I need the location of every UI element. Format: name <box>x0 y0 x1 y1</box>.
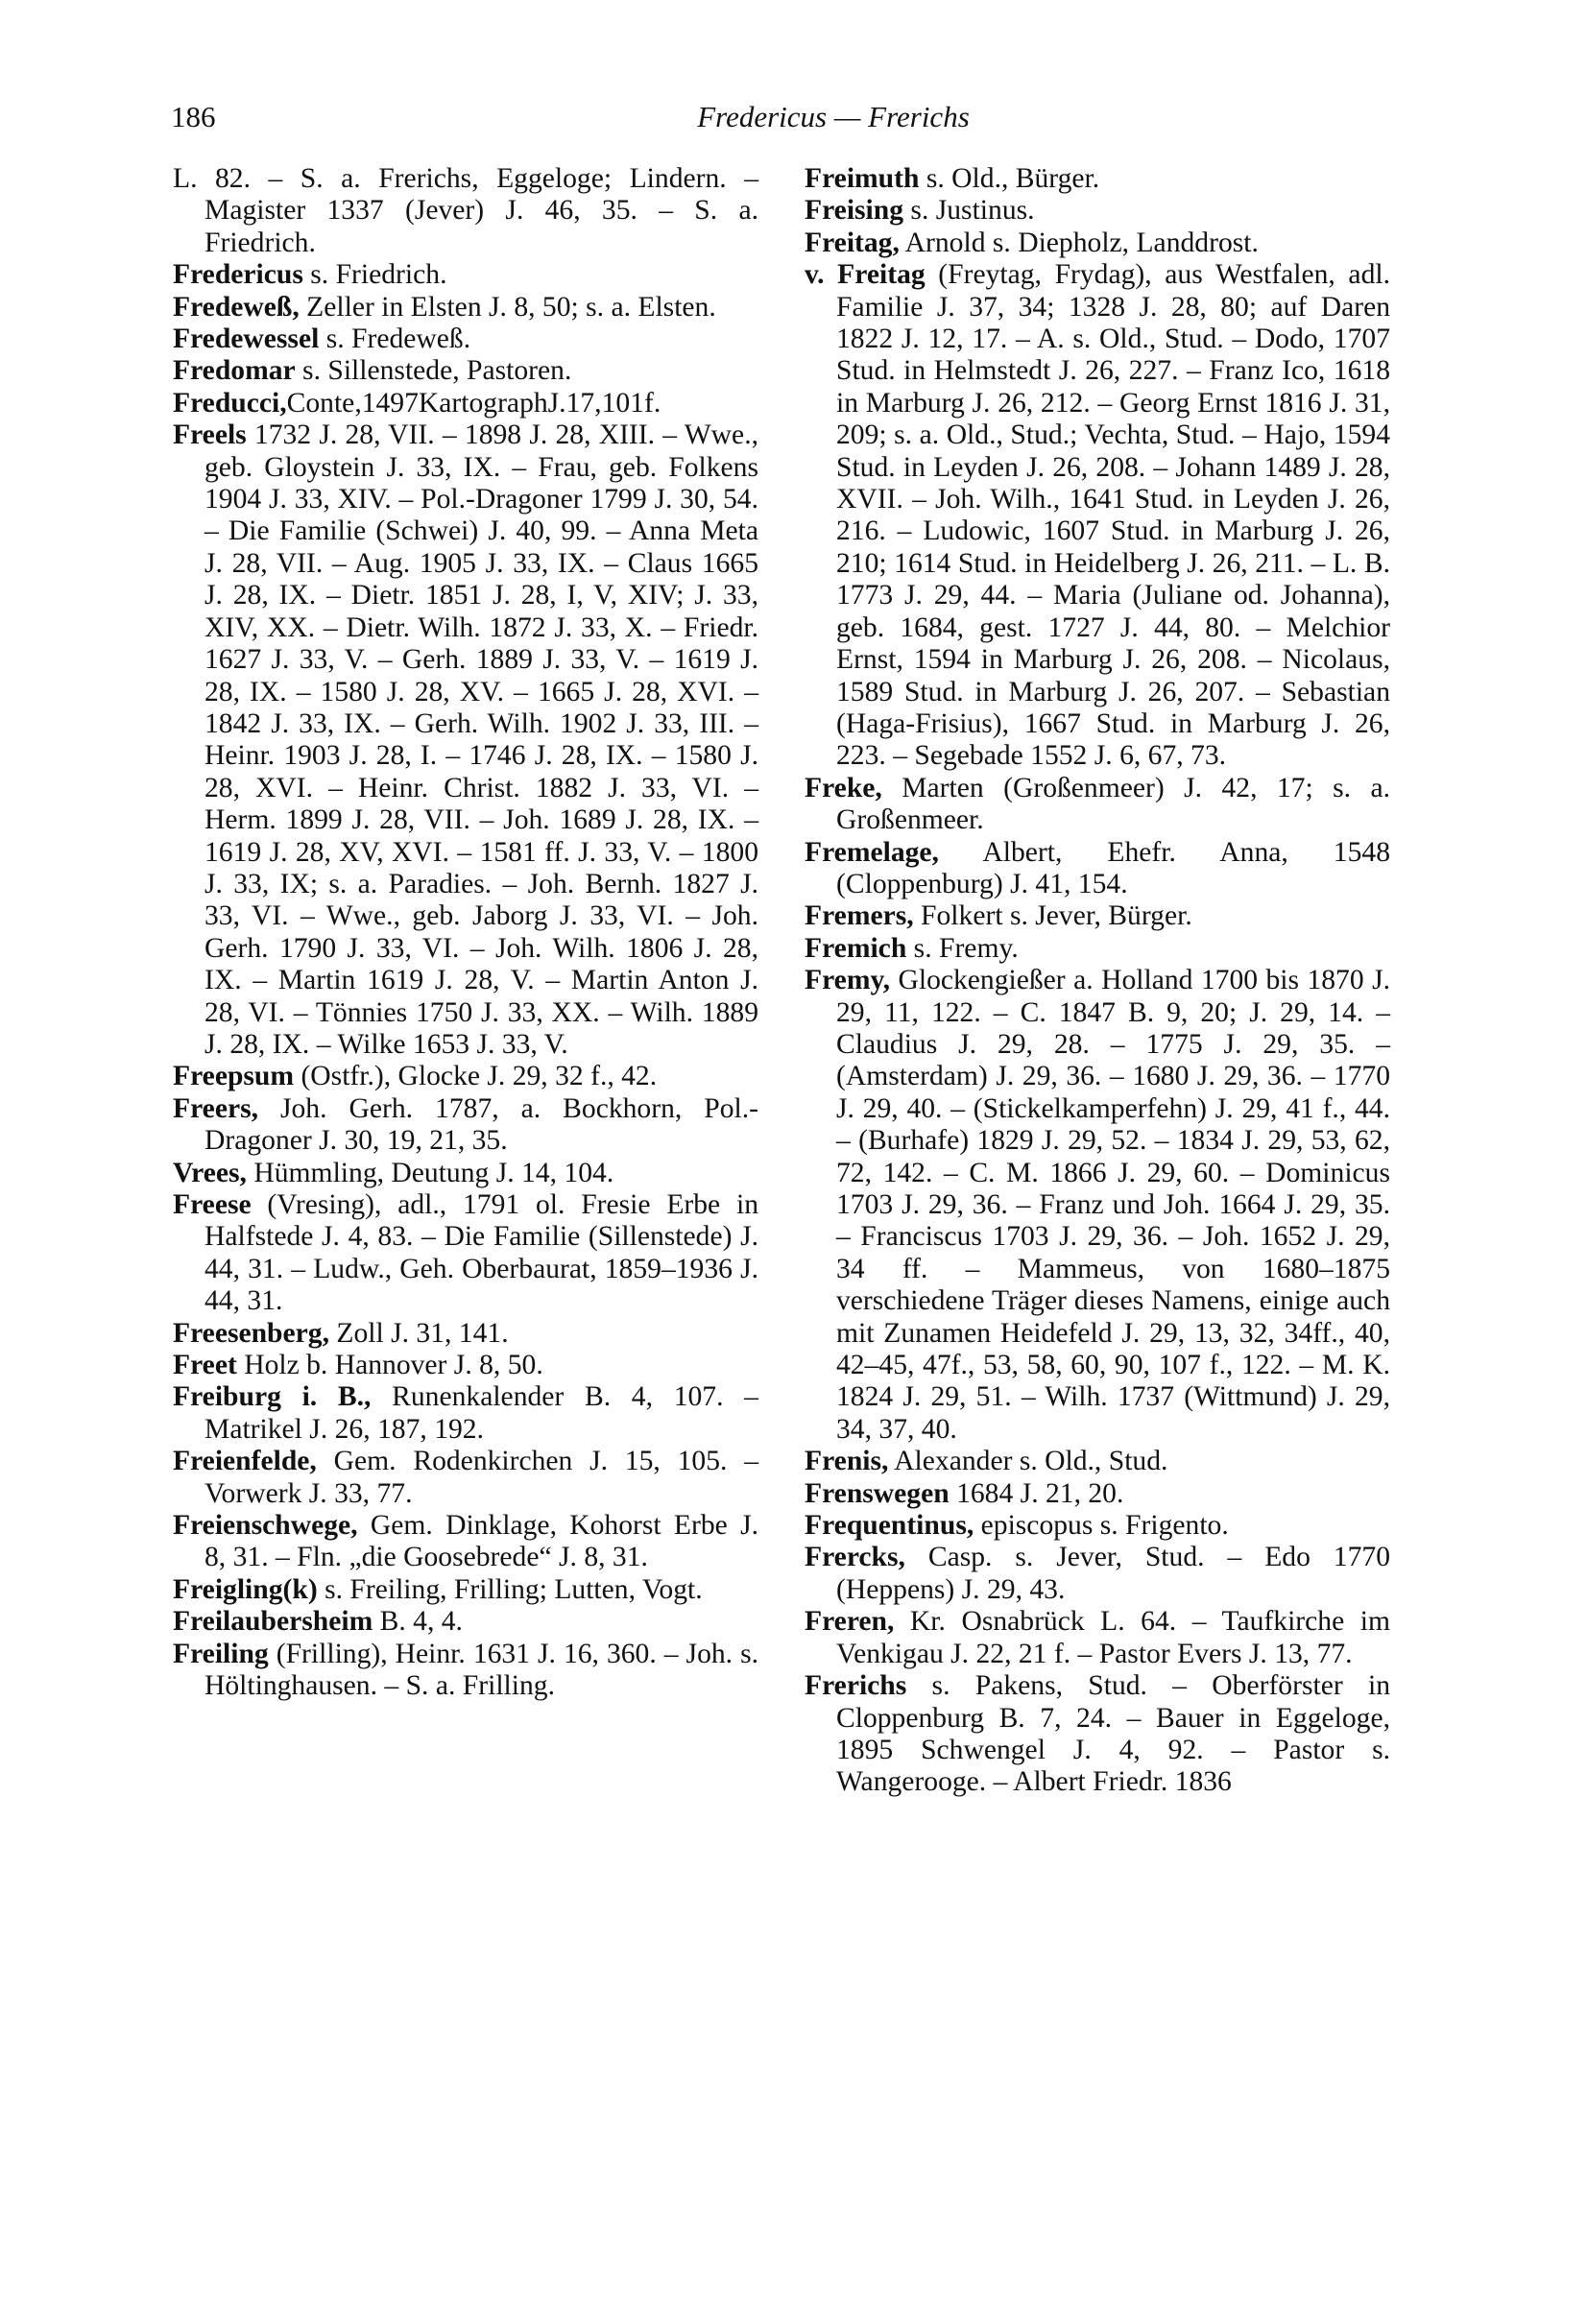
entry-text: s. Sillenstede, Pastoren. <box>295 355 572 387</box>
entry-text: s. Friedrich. <box>302 259 447 291</box>
entry-headword: Freiling <box>173 1638 269 1669</box>
index-entry <box>805 1478 1390 1510</box>
index-entry <box>805 259 1390 773</box>
entry-headword: Freet <box>173 1350 237 1381</box>
index-entry <box>805 933 1390 965</box>
index-entry <box>173 259 758 291</box>
entry-text: episcopus s. Frigento. <box>974 1510 1229 1542</box>
entry-text: Folkert s. Jever, Bürger. <box>913 900 1192 932</box>
index-entry <box>805 228 1390 259</box>
entry-headword: Freitag, <box>805 227 900 258</box>
entry-text: B. 4, 4. <box>373 1606 463 1638</box>
entry-headword: Freienfelde, <box>173 1446 317 1477</box>
page-number: 186 <box>171 100 216 133</box>
entry-text: (Ostfr.), Glocke J. 29, 32 f., 42. <box>294 1061 658 1092</box>
page-header <box>171 100 1496 144</box>
entry-headword: Freepsum <box>173 1061 295 1092</box>
entry-text: Arnold s. Diepholz, Landdrost. <box>899 227 1259 258</box>
index-entry <box>173 1318 758 1350</box>
index-entry <box>173 1189 758 1318</box>
entry-text: Holz b. Hannover J. 8, 50. <box>236 1350 543 1381</box>
entry-text: s. Pakens, Stud. – Oberförster in Cloppenburg B. 7, 24. – Bauer in Eggeloge, 1895 Schwengel J. 4, 92. – Pastor s. Wangerooge. – Albert Friedr. 1836 <box>836 1670 1390 1798</box>
entry-headword: Freiburg i. B., <box>173 1381 372 1413</box>
entry-text: Runenkalender B. 4, 107. – Matrikel J. 26, 187, 192. <box>204 1381 758 1445</box>
entry-headword: Freesenberg, <box>173 1317 329 1349</box>
index-entry <box>805 1446 1390 1477</box>
index-entry <box>173 1446 758 1510</box>
index-entry <box>805 1606 1390 1670</box>
entry-headword: Frercks, <box>805 1542 905 1573</box>
entry-text: Zoll J. 31, 141. <box>328 1317 509 1349</box>
index-entry <box>805 195 1390 227</box>
index-entry <box>173 419 758 1061</box>
index-entry <box>805 837 1390 901</box>
entry-headword: Freienschwege, <box>173 1510 358 1542</box>
entry-headword: Freducci, <box>173 387 287 419</box>
entry-headword: Freese <box>173 1189 252 1220</box>
entry-headword: Fredericus <box>173 259 303 291</box>
index-entry <box>173 1606 758 1638</box>
entry-text: L. 82. – S. a. Frerichs, Eggeloge; Lindern. – Magister 1337 (Jever) J. 46, 35. – S. a. Friedrich. <box>173 163 758 258</box>
entry-headword: Frenis, <box>805 1446 889 1477</box>
index-entry <box>173 1158 758 1189</box>
entry-headword: Fredeweß, <box>173 291 300 323</box>
entry-text: Gem. Rodenkirchen J. 15, 105. – Vorwerk J. 33, 77. <box>204 1446 758 1509</box>
entry-text: 1732 J. 28, VII. – 1898 J. 28, XIII. – Wwe., geb. Gloystein J. 33, IX. – Frau, geb. Folkens 1904 J. 33, XIV. – Pol.-Dragoner 1799 J. 30, 54. – Die Familie (Schwei) J. 40, 99. – Anna Meta J. 28, VII. – Aug. 1905 J. 33, IX. – Claus 1665 J. 28, IX. – Dietr. 1851 J. 28, I, V, XIV; J. 33, XIV, XX. – Dietr. Wilh. 1872 J. 33, X. – Friedr. 1627 J. 33, V. – Gerh. 1889 J. 33, V. – 1619 J. 28, IX. – 1580 J. 28, XV. – 1665 J. 28, XVI. – 1842 J. 33, IX. – Gerh. Wilh. 1902 J. 33, III. – Heinr. 1903 J. 28, I. – 1746 J. 28, IX. – 1580 J. 28, XVI. – Heinr. Christ. 1882 J. 33, VI. – Herm. 1899 J. 28, VII. – Joh. 1689 J. 28, IX. – 1619 J. 28, XV, XVI. – 1581 ff. J. 33, V. – 1800 J. 33, IX; s. a. Paradies. – Joh. Bernh. 1827 J. 33, VI. – Wwe., geb. Jaborg J. 33, VI. – Joh. Gerh. 1790 J. 33, VI. – Joh. Wilh. 1806 J. 28, IX. – Martin 1619 J. 28, V. – Martin Anton J. 28, VI. – Tönnies 1750 J. 33, XX. – Wilh. 1889 J. 28, IX. – Wilke 1653 J. 33, V. <box>204 419 758 1060</box>
entry-headword: Frequentinus, <box>805 1510 974 1542</box>
index-entry <box>173 1093 758 1158</box>
entry-text: s. Fredeweß. <box>319 323 471 355</box>
entry-headword: v. Freitag <box>805 259 926 291</box>
entry-text: s. Freiling, Frilling; Lutten, Vogt. <box>317 1573 703 1605</box>
entry-headword: Freren, <box>805 1606 895 1638</box>
entry-text: Alexander s. Old., Stud. <box>888 1446 1168 1477</box>
index-entry <box>173 1381 758 1446</box>
entry-headword: Freels <box>173 419 247 451</box>
entry-headword: Freising <box>805 195 904 227</box>
entry-headword: Fremelage, <box>805 836 939 868</box>
entry-headword: Fremy, <box>805 965 891 996</box>
entry-text: Kr. Osnabrück L. 64. – Taufkirche im Venkigau J. 22, 21 f. – Pastor Evers J. 13, 77. <box>836 1606 1390 1669</box>
index-entry <box>805 163 1390 195</box>
entry-headword: Freke, <box>805 772 882 803</box>
index-entry <box>173 163 758 259</box>
running-head: Fredericus — Frerichs <box>697 100 970 133</box>
entry-headword: Freers, <box>173 1092 258 1124</box>
index-entry <box>805 1542 1390 1606</box>
index-entry <box>805 965 1390 1446</box>
entry-text: Joh. Gerh. 1787, a. Bockhorn, Pol.-Dragoner J. 30, 19, 21, 35. <box>204 1092 758 1157</box>
index-entry <box>173 1639 758 1703</box>
entry-text: Glockengießer a. Holland 1700 bis 1870 J. 29, 11, 122. – C. 1847 B. 9, 20; J. 29, 14. – Claudius J. 29, 28. – 1775 J. 29, 35. – (Amsterdam) J. 29, 36. – 1680 J. 29, 36. – 1770 J. 29, 40. – (Stickelkamperfehn) J. 29, 41 f., 44. – (Burhafe) 1829 J. 29, 52. – 1834 J. 29, 53, 62, 72, 142. – C. M. 1866 J. 29, 60. – Dominicus 1703 J. 29, 36. – Franz und Joh. 1664 J. 29, 35. – Franciscus 1703 J. 29, 36. – Joh. 1652 J. 29, 34 ff. – Mammeus, von 1680–1875 verschiedene Träger dieses Namens, einige auch mit Zunamen Heidefeld J. 29, 13, 32, 34ff., 40, 42–45, 47f., 53, 58, 60, 90, 107 f., 122. – M. K. 1824 J. 29, 51. – Wilh. 1737 (Wittmund) J. 29, 34, 37, 40. <box>836 965 1390 1445</box>
entry-headword: Frenswegen <box>805 1477 950 1509</box>
index-entry <box>805 1670 1390 1799</box>
index-entry <box>173 292 758 323</box>
index-entry <box>173 1350 758 1381</box>
index-entry <box>173 1061 758 1092</box>
right-column <box>805 163 1390 1799</box>
index-entry <box>173 1510 758 1574</box>
entry-text: Albert, Ehefr. Anna, 1548 (Cloppenburg) J. 41, 154. <box>836 836 1390 899</box>
index-entry <box>805 773 1390 837</box>
entry-text: s. Fremy. <box>906 932 1019 964</box>
entry-text: (Vresing), adl., 1791 ol. Fresie Erbe in Halfstede J. 4, 83. – Die Familie (Sillenstede) J. 44, 31. – Ludw., Geh. Oberbaurat, 1859–1936 J. 44, 31. <box>204 1189 758 1317</box>
entry-headword: Frerichs <box>805 1670 907 1702</box>
entry-headword: Vrees, <box>173 1157 247 1188</box>
entry-text: Hümmling, Deutung J. 14, 104. <box>246 1157 614 1188</box>
entry-headword: Freilaubersheim <box>173 1606 373 1638</box>
entry-text: Conte,1497KartographJ.17,101f. <box>286 387 661 419</box>
entry-text: Casp. s. Jever, Stud. – Edo 1770 (Heppens) J. 29, 43. <box>836 1542 1390 1605</box>
entry-headword: Fremers, <box>805 900 914 932</box>
index-entry <box>805 1510 1390 1542</box>
entry-headword: Fredewessel <box>173 323 320 355</box>
entry-text: Zeller in Elsten J. 8, 50; s. a. Elsten. <box>299 291 716 323</box>
entry-text: Gem. Dinklage, Kohorst Erbe J. 8, 31. – Fln. „die Goosebrede“ J. 8, 31. <box>204 1510 758 1573</box>
entry-headword: Fremich <box>805 932 907 964</box>
entry-headword: Fredomar <box>173 355 296 387</box>
entry-text: Marten (Großenmeer) J. 42, 17; s. a. Großenmeer. <box>836 772 1390 836</box>
index-entry <box>805 900 1390 932</box>
entry-headword: Freigling(k) <box>173 1573 318 1605</box>
entry-text: (Freytag, Frydag), aus Westfalen, adl. Familie J. 37, 34; 1328 J. 28, 80; auf Daren 1822 J. 12, 17. – A. s. Old., Stud. – Dodo, 1707 Stud. in Helmstedt J. 26, 227. – Franz Ico, 1618 in Marburg J. 26, 212. – Georg Ernst 1816 J. 31, 209; s. a. Old., Stud.; Vechta, Stud. – Hajo, 1594 Stud. in Leyden J. 26, 208. – Johann 1489 J. 28, XVII. – Joh. Wilh., 1641 Stud. in Leyden J. 26, 216. – Ludowic, 1607 Stud. in Marburg J. 26, 210; 1614 Stud. in Heidelberg J. 26, 211. – L. B. 1773 J. 29, 44. – Maria (Juliane od. Johanna), geb. 1684, gest. 1727 J. 44, 80. – Melchior Ernst, 1594 in Marburg J. 26, 208. – Nicolaus, 1589 Stud. in Marburg J. 26, 207. – Sebastian (Haga-Frisius), 1667 Stud. in Marburg J. 26, 223. – Segebade 1552 J. 6, 67, 73. <box>836 259 1390 772</box>
entry-headword: Freimuth <box>805 163 920 194</box>
index-entry <box>173 323 758 355</box>
index-entry <box>173 388 758 419</box>
index-entry <box>173 1574 758 1606</box>
entry-text: (Frilling), Heinr. 1631 J. 16, 360. – Joh. s. Höltinghausen. – S. a. Frilling. <box>204 1638 758 1702</box>
index-entry <box>173 355 758 387</box>
entry-text: 1684 J. 21, 20. <box>949 1477 1124 1509</box>
left-column <box>173 163 758 1703</box>
entry-text: s. Justinus. <box>903 195 1035 227</box>
entry-text: s. Old., Bürger. <box>919 163 1100 194</box>
